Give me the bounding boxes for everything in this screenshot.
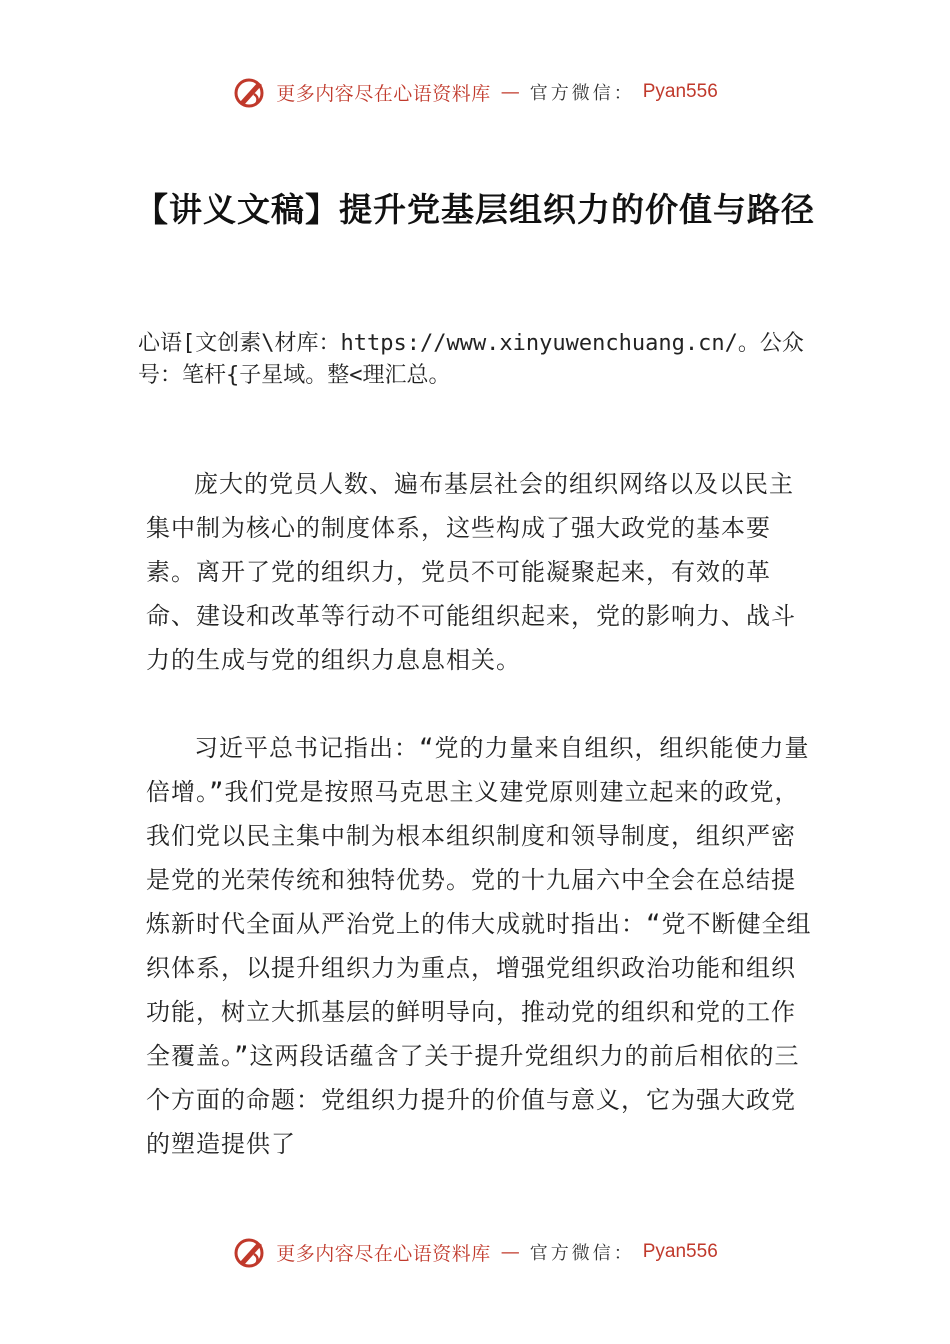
header-banner <box>0 72 950 112</box>
banner-wechat-label: 官方微信： <box>529 83 635 104</box>
document-title: 【讲义文稿】提升党基层组织力的价值与路径 <box>135 190 815 230</box>
source-note: 心语[文创素\材库：https://www.xinyuwenchuang.cn/。公众号：笔杆{子星域。整<理汇总。 <box>138 331 804 388</box>
banner-wechat-id: Pyan556 <box>642 1241 718 1262</box>
brush-logo-icon <box>232 1234 268 1270</box>
banner-brand-text: 更多内容尽在心语资料库 <box>276 82 491 105</box>
banner-wechat-id: Pyan556 <box>642 81 718 102</box>
footer-banner <box>0 1232 950 1272</box>
banner-dash: — <box>500 81 520 103</box>
brush-logo-icon <box>232 74 268 110</box>
banner-dash: — <box>500 1241 520 1263</box>
body-paragraph-2: 习近平总书记指出：“党的力量来自组织，组织能使力量倍增。”我们党是按照马克思主义建党原则建立起来的政党，我们党以民主集中制为根本组织制度和领导制度，组织严密是党的光荣传统和独特优势。党的十九届六中全会在总结提炼新时代全面从严治党上的伟大成就时指出：“党不断健全组织体系，以提升组织力为重点，增强党组织政治功能和组织功能，树立大抓基层的鲜明导向，推动党的组织和党的工作全覆盖。”这两段话蕴含了关于提升党组织力的前后相依的三个方面的命题：党组织力提升的价值与意义，它为强大政党的塑造提供了 <box>146 734 812 1158</box>
banner-brand-text: 更多内容尽在心语资料库 <box>276 1242 491 1265</box>
body-paragraph-1: 庞大的党员人数、遍布基层社会的组织网络以及以民主集中制为核心的制度体系，这些构成了强大政党的基本要素。离开了党的组织力，党员不可能凝聚起来，有效的革命、建设和改革等行动不可能组织起来，党的影响力、战斗力的生成与党的组织力息息相关。 <box>146 470 796 674</box>
banner-wechat-label: 官方微信： <box>529 1243 635 1264</box>
